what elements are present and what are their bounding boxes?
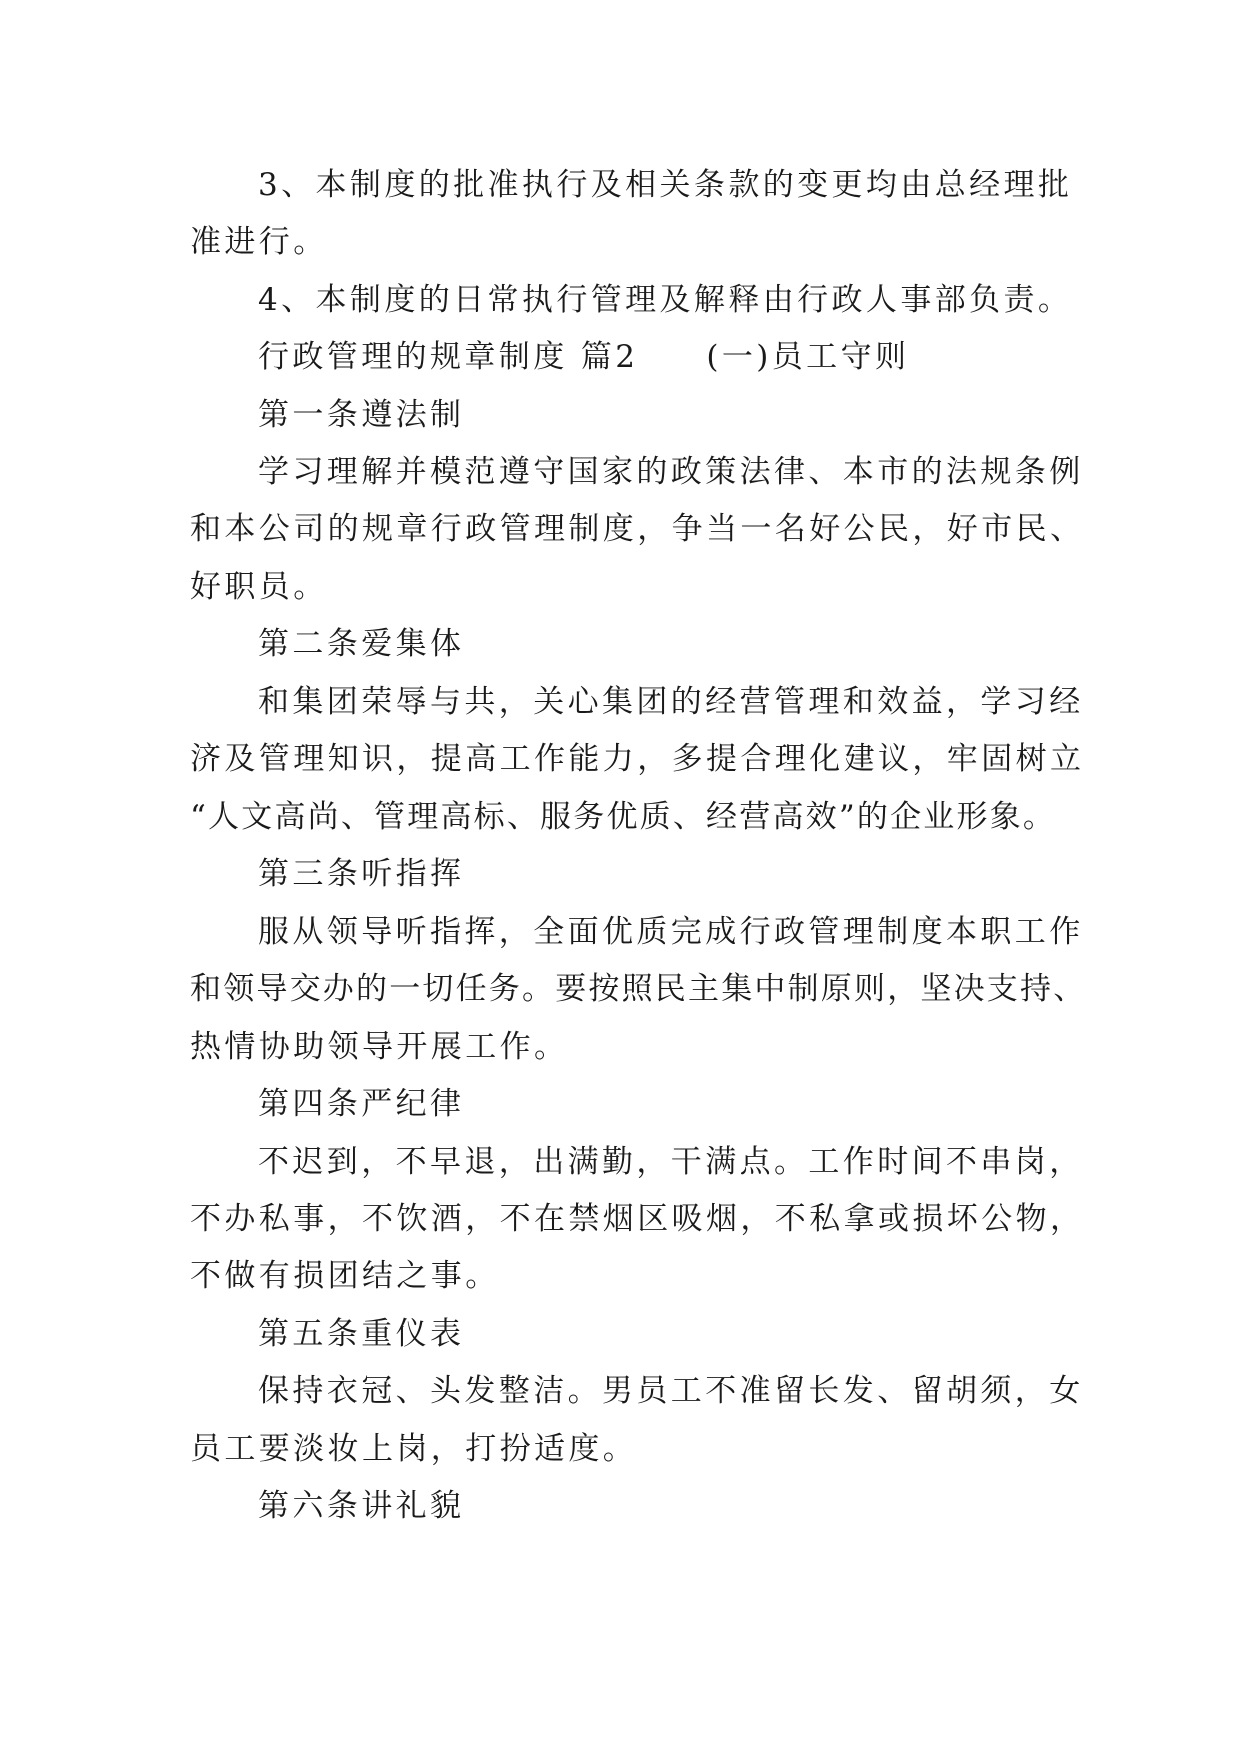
text-line: 和本公司的规章行政管理制度，争当一名好公民，好市民、: [190, 511, 1085, 547]
text-line: 不迟到，不早退，出满勤，干满点。工作时间不串岗，: [258, 1144, 1084, 1180]
text-line: “人文高尚、管理高标、服务优质、经营高效”的企业形象。: [190, 799, 1057, 835]
text-line: 准进行。: [190, 224, 328, 260]
text-line: 保持衣冠、头发整洁。男员工不准留长发、留胡须，女: [258, 1373, 1084, 1409]
section-heading: [258, 337, 909, 377]
text-line: 和领导交办的一切任务。要按照民主集中制原则，坚决支持、: [190, 971, 1087, 1007]
text-line: 和集团荣辱与共，关心集团的经营管理和效益，学习经: [258, 684, 1084, 720]
text-line: 3、本制度的批准执行及相关条款的变更均由总经理批: [258, 167, 1073, 203]
article-heading: 第二条爱集体: [258, 626, 465, 662]
article-heading: 第一条遵法制: [258, 397, 465, 433]
text-line: 服从领导听指挥，全面优质完成行政管理制度本职工作: [258, 914, 1084, 950]
text-line: 不做有损团结之事。: [190, 1258, 500, 1294]
text-line: 好职员。: [190, 569, 328, 605]
article-heading: 第三条听指挥: [258, 856, 465, 892]
article-heading: 第四条严纪律: [258, 1086, 465, 1122]
text-line: 济及管理知识，提高工作能力，多提合理化建议，牢固树立: [190, 741, 1085, 777]
text-line: 热情协助领导开展工作。: [190, 1029, 569, 1065]
text-line: 员工要淡妆上岗，打扮适度。: [190, 1431, 638, 1467]
text-line: 4、本制度的日常执行管理及解释由行政人事部负责。: [258, 282, 1073, 318]
text-line: 不办私事，不饮酒，不在禁烟区吸烟，不私拿或损坏公物，: [190, 1201, 1085, 1237]
heading-title: 行政管理的规章制度 篇2: [258, 339, 639, 375]
text-line: 学习理解并模范遵守国家的政策法律、本市的法规条例: [258, 454, 1084, 490]
article-heading: 第六条讲礼貌: [258, 1488, 465, 1524]
article-heading: 第五条重仪表: [258, 1316, 465, 1352]
heading-subtitle: (一)员工守则: [706, 339, 910, 375]
